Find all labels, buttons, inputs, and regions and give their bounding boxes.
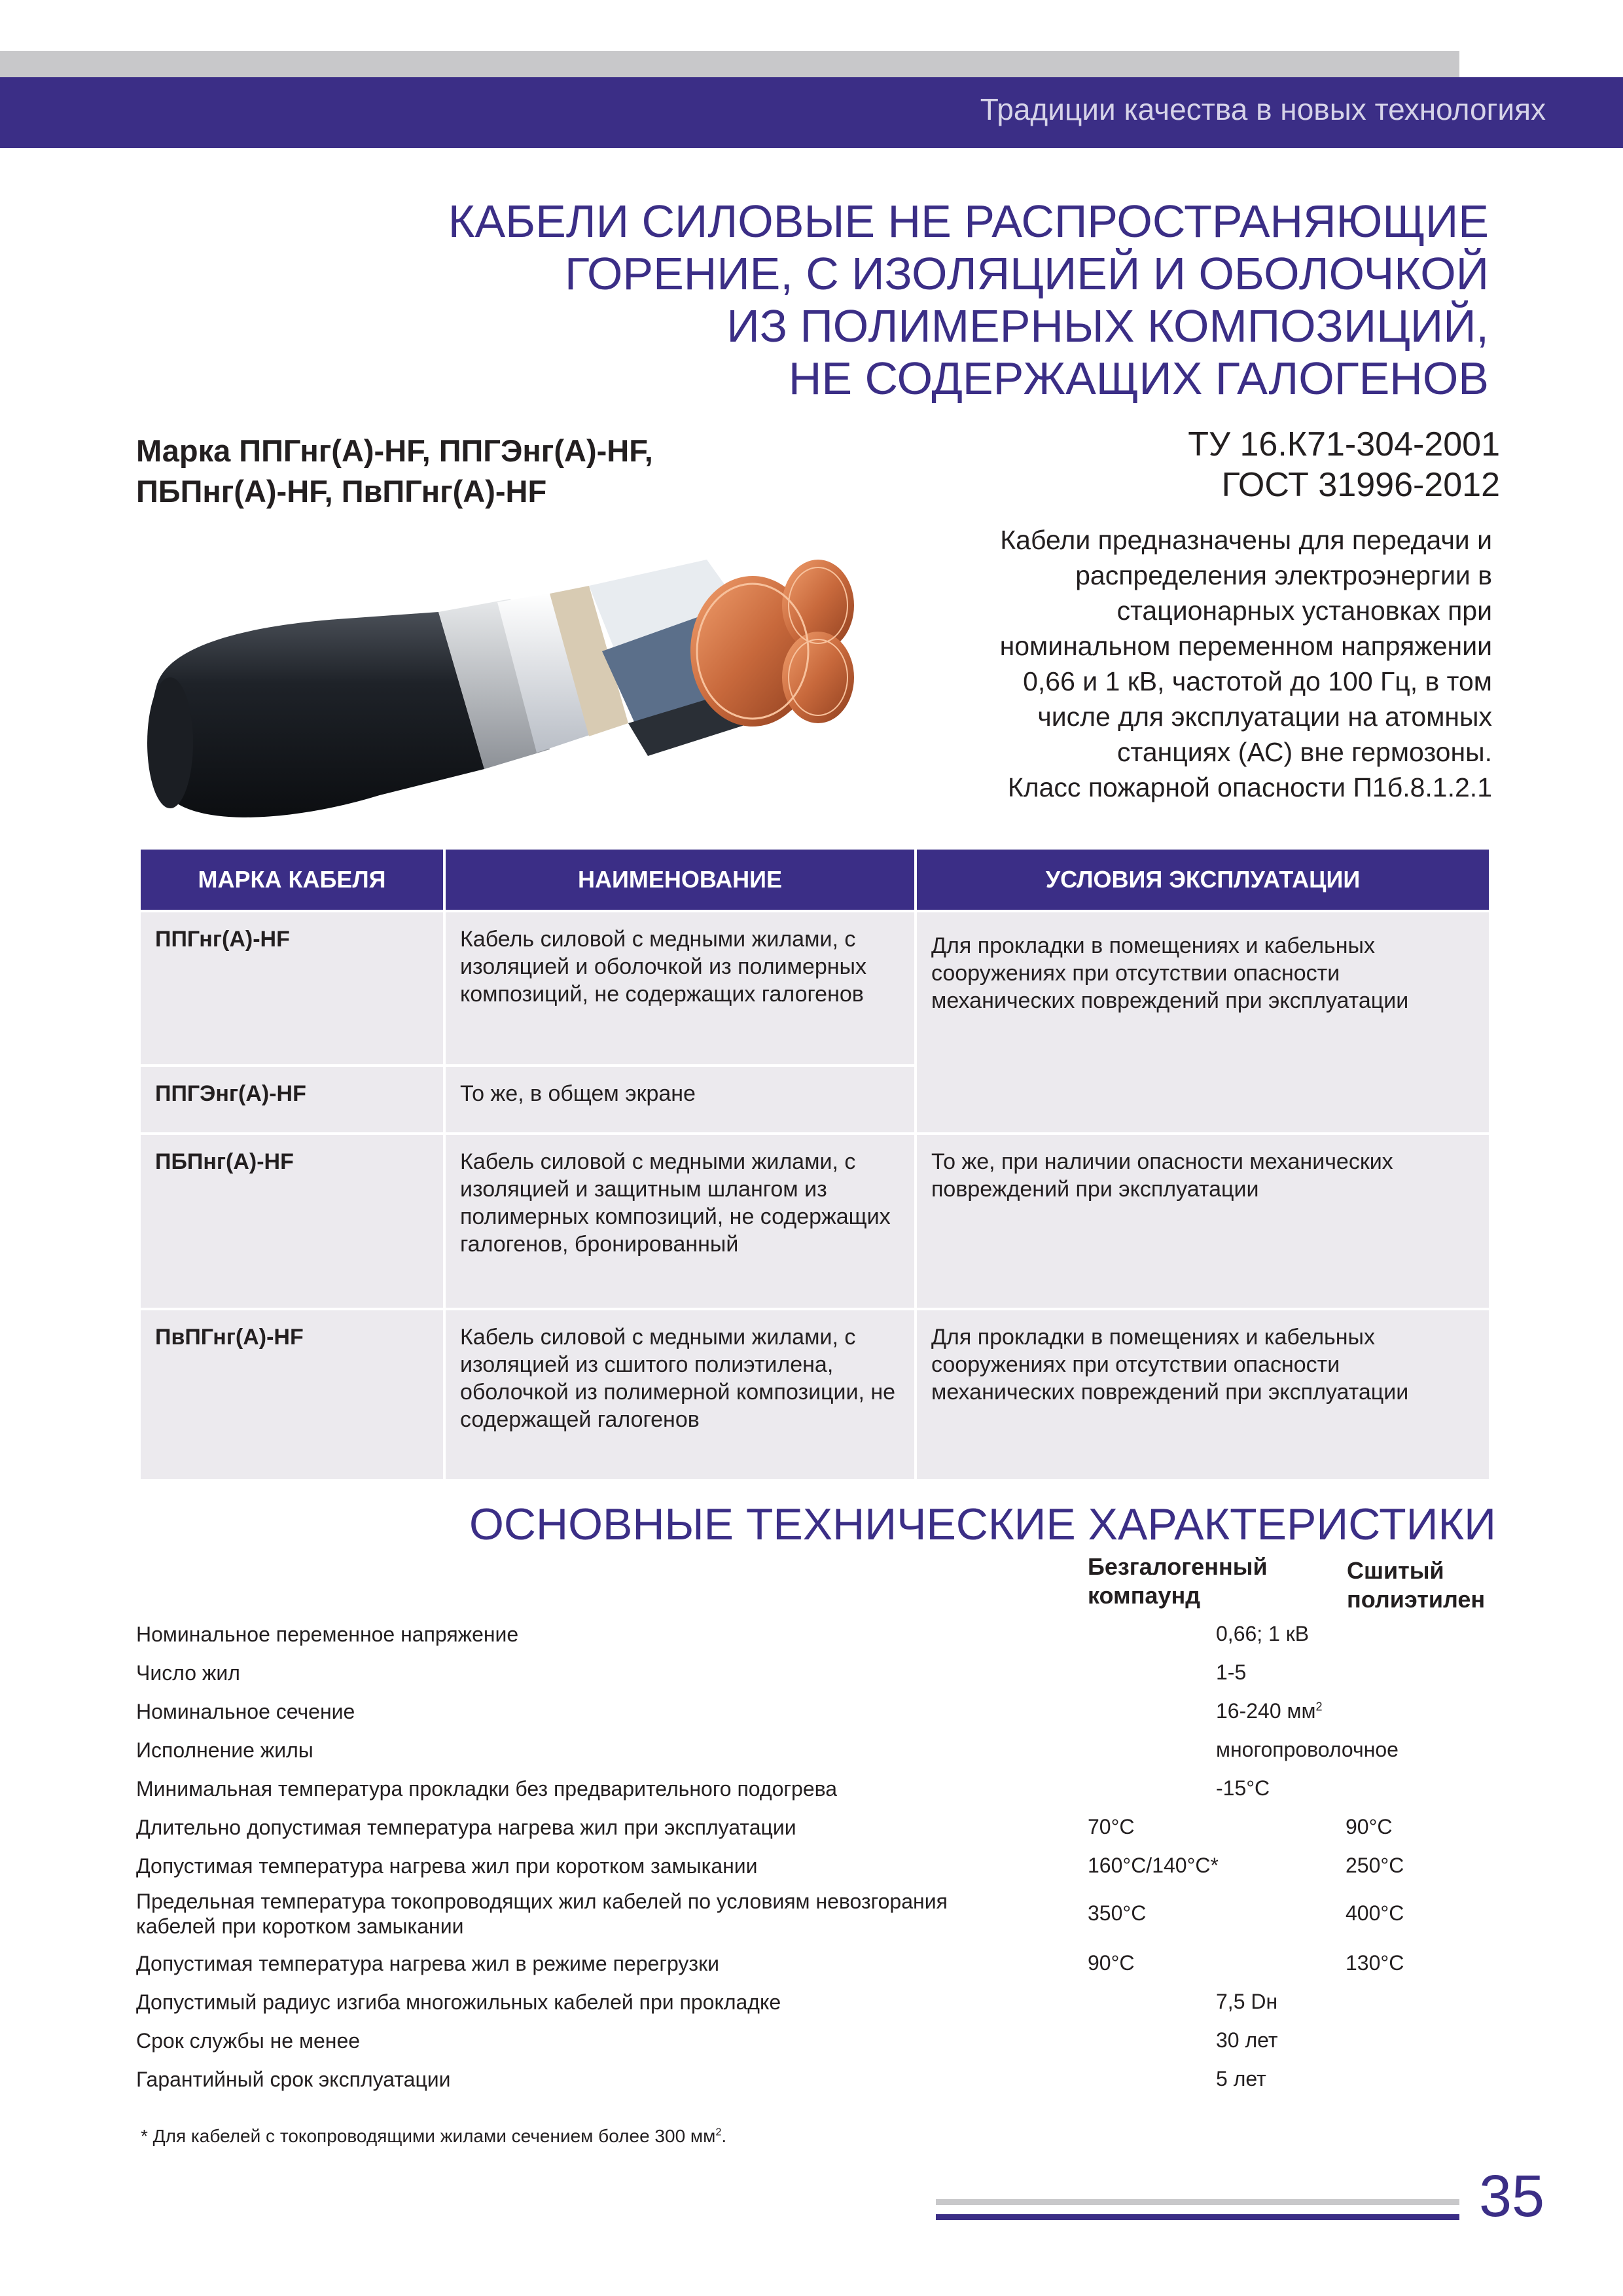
spec-value: многопроволочное [1216, 1738, 1399, 1761]
column-header-line: Сшитый [1347, 1557, 1444, 1584]
header-gray-band [0, 51, 1459, 77]
specs-title: ОСНОВНЫЕ ТЕХНИЧЕСКИЕ ХАРАКТЕРИСТИКИ [469, 1499, 1496, 1549]
header-slogan: Традиции качества в новых технологиях [980, 92, 1546, 126]
table-cell-mark: ППГЭнг(А)-HF [141, 1067, 443, 1132]
table-cell-name: Кабель силовой с медными жилами, с изоляцией и оболочкой из полимерных композиций, не содержащих галогенов [446, 912, 914, 1064]
table-cell-conditions: Для прокладки в помещениях и кабельных сооружениях при отсутствии опасности механических повреждений при эксплуатации [917, 912, 1489, 1132]
spec-value: 5 лет [1216, 2067, 1266, 2090]
superscript: 2 [715, 2126, 722, 2138]
column-header-line: полиэтилен [1347, 1586, 1486, 1613]
spec-value [1216, 1699, 1323, 1723]
title-line: НЕ СОДЕРЖАЩИХ ГАЛОГЕНОВ [788, 353, 1489, 404]
spec-label: Предельная температура токопроводящих жил кабелей по условиям невозгорания кабелей при коротком замыкании [136, 1890, 948, 1938]
title-line: ИЗ ПОЛИМЕРНЫХ КОМПОЗИЦИЙ, [726, 300, 1489, 351]
spec-value-a: 70°C [1088, 1815, 1135, 1839]
spec-label: Минимальная температура прокладки без предварительного подогрева [136, 1777, 838, 1801]
standards [1188, 424, 1500, 505]
spec-value-a: 160°C/140°C* [1088, 1854, 1219, 1877]
footer-gray-line [936, 2199, 1459, 2205]
spec-label: Исполнение жилы [136, 1738, 313, 1762]
spec-value-b: 130°C [1346, 1951, 1404, 1975]
spec-value: 30 лет [1216, 2028, 1278, 2052]
spec-label: Допустимая температура нагрева жил в режиме перегрузки [136, 1952, 719, 1975]
spec-label: Допустимая температура нагрева жил при коротком замыкании [136, 1854, 758, 1878]
spec-label: Гарантийный срок эксплуатации [136, 2068, 451, 2091]
table-cell-name: Кабель силовой с медными жилами, с изоляцией из сшитого полиэтилена, оболочкой из полимерной композиции, не содержащей галогенов [446, 1310, 914, 1479]
table-cell-mark: ПБПнг(А)-HF [141, 1135, 443, 1308]
spec-value: -15°C [1216, 1776, 1270, 1800]
spec-label: Число жил [136, 1661, 240, 1685]
spec-label: Срок службы не менее [136, 2029, 361, 2053]
spec-label: Номинальное переменное напряжение [136, 1623, 519, 1646]
spec-value-b: 400°C [1346, 1901, 1404, 1925]
table-cell-mark: ППГнг(А)-HF [141, 912, 443, 1064]
spec-value-text: 16-240 мм [1216, 1699, 1316, 1723]
spec-label: Допустимый радиус изгиба многожильных кабелей при прокладке [136, 1990, 781, 2014]
description-line: числе для эксплуатации на атомных [1037, 702, 1492, 732]
spec-value-a: 90°C [1088, 1951, 1135, 1975]
description-line: стационарных установках при [1116, 596, 1492, 626]
spec-label: Длительно допустимая температура нагрева жил при эксплуатации [136, 1816, 796, 1839]
column-header-xlpe [1347, 1556, 1485, 1614]
spec-value-b: 250°C [1346, 1854, 1404, 1877]
gost-standard: ГОСТ 31996-2012 [1221, 466, 1500, 504]
column-header-halogen-free [1088, 1552, 1268, 1610]
page-number: 35 [1479, 2164, 1545, 2229]
table-cell-name: То же, в общем экране [446, 1067, 914, 1132]
table-header-conditions: УСЛОВИЯ ЭКСПЛУАТАЦИИ [917, 850, 1489, 910]
table-header-name: НАИМЕНОВАНИЕ [446, 850, 914, 910]
description-line: Класс пожарной опасности П1б.8.1.2.1 [1007, 772, 1492, 802]
footnote-text: * Для кабелей с токопроводящими жилами сечением более 300 мм [141, 2126, 716, 2146]
footnote-end: . [721, 2126, 727, 2146]
tu-standard: ТУ 16.К71-304-2001 [1188, 425, 1500, 463]
page-title [245, 195, 1489, 404]
cable-illustration [131, 488, 883, 848]
table-cell-conditions: То же, при наличии опасности механических повреждений при эксплуатации [917, 1135, 1489, 1308]
table-cell-mark: ПвПГнг(А)-HF [141, 1310, 443, 1479]
brand-line: Марка ППГнг(А)-HF, ППГЭнг(А)-HF, [136, 433, 653, 468]
table-cell-name: Кабель силовой с медными жилами, с изоляцией и защитным шлангом из полимерных композиций, не содержащих галогенов, бронированный [446, 1135, 914, 1308]
spec-value: 1-5 [1216, 1660, 1247, 1684]
description-line: 0,66 и 1 кВ, частотой до 100 Гц, в том [1023, 666, 1492, 696]
column-header-line: Безгалогенный [1088, 1553, 1268, 1580]
footnote [141, 2126, 726, 2147]
description-line: номинальном переменном напряжении [999, 631, 1492, 661]
spec-value-b: 90°C [1346, 1815, 1393, 1839]
description-line: распределения электроэнергии в [1075, 560, 1492, 590]
footer-blue-line [936, 2214, 1459, 2220]
title-line: КАБЕЛИ СИЛОВЫЕ НЕ РАСПРОСТРАНЯЮЩИЕ [448, 196, 1489, 247]
spec-value: 0,66; 1 кВ [1216, 1622, 1310, 1645]
description-line: станциях (АС) вне гермозоны. [1117, 737, 1492, 767]
superscript: 2 [1315, 1700, 1323, 1713]
column-header-line: компаунд [1088, 1582, 1201, 1609]
title-line: ГОРЕНИЕ, С ИЗОЛЯЦИЕЙ И ОБОЛОЧКОЙ [564, 248, 1489, 299]
spec-value-a: 350°C [1088, 1901, 1147, 1925]
description [870, 522, 1492, 805]
table-header-mark: МАРКА КАБЕЛЯ [141, 850, 443, 910]
table-cell-conditions: Для прокладки в помещениях и кабельных сооружениях при отсутствии опасности механических повреждений при эксплуатации [917, 1310, 1489, 1479]
description-line: Кабели предназначены для передачи и [1000, 525, 1492, 555]
spec-value: 7,5 Dн [1216, 1990, 1278, 2013]
brand-line: ПБПнг(А)-HF, ПвПГнг(А)-HF [136, 474, 547, 509]
spec-label: Номинальное сечение [136, 1700, 355, 1723]
